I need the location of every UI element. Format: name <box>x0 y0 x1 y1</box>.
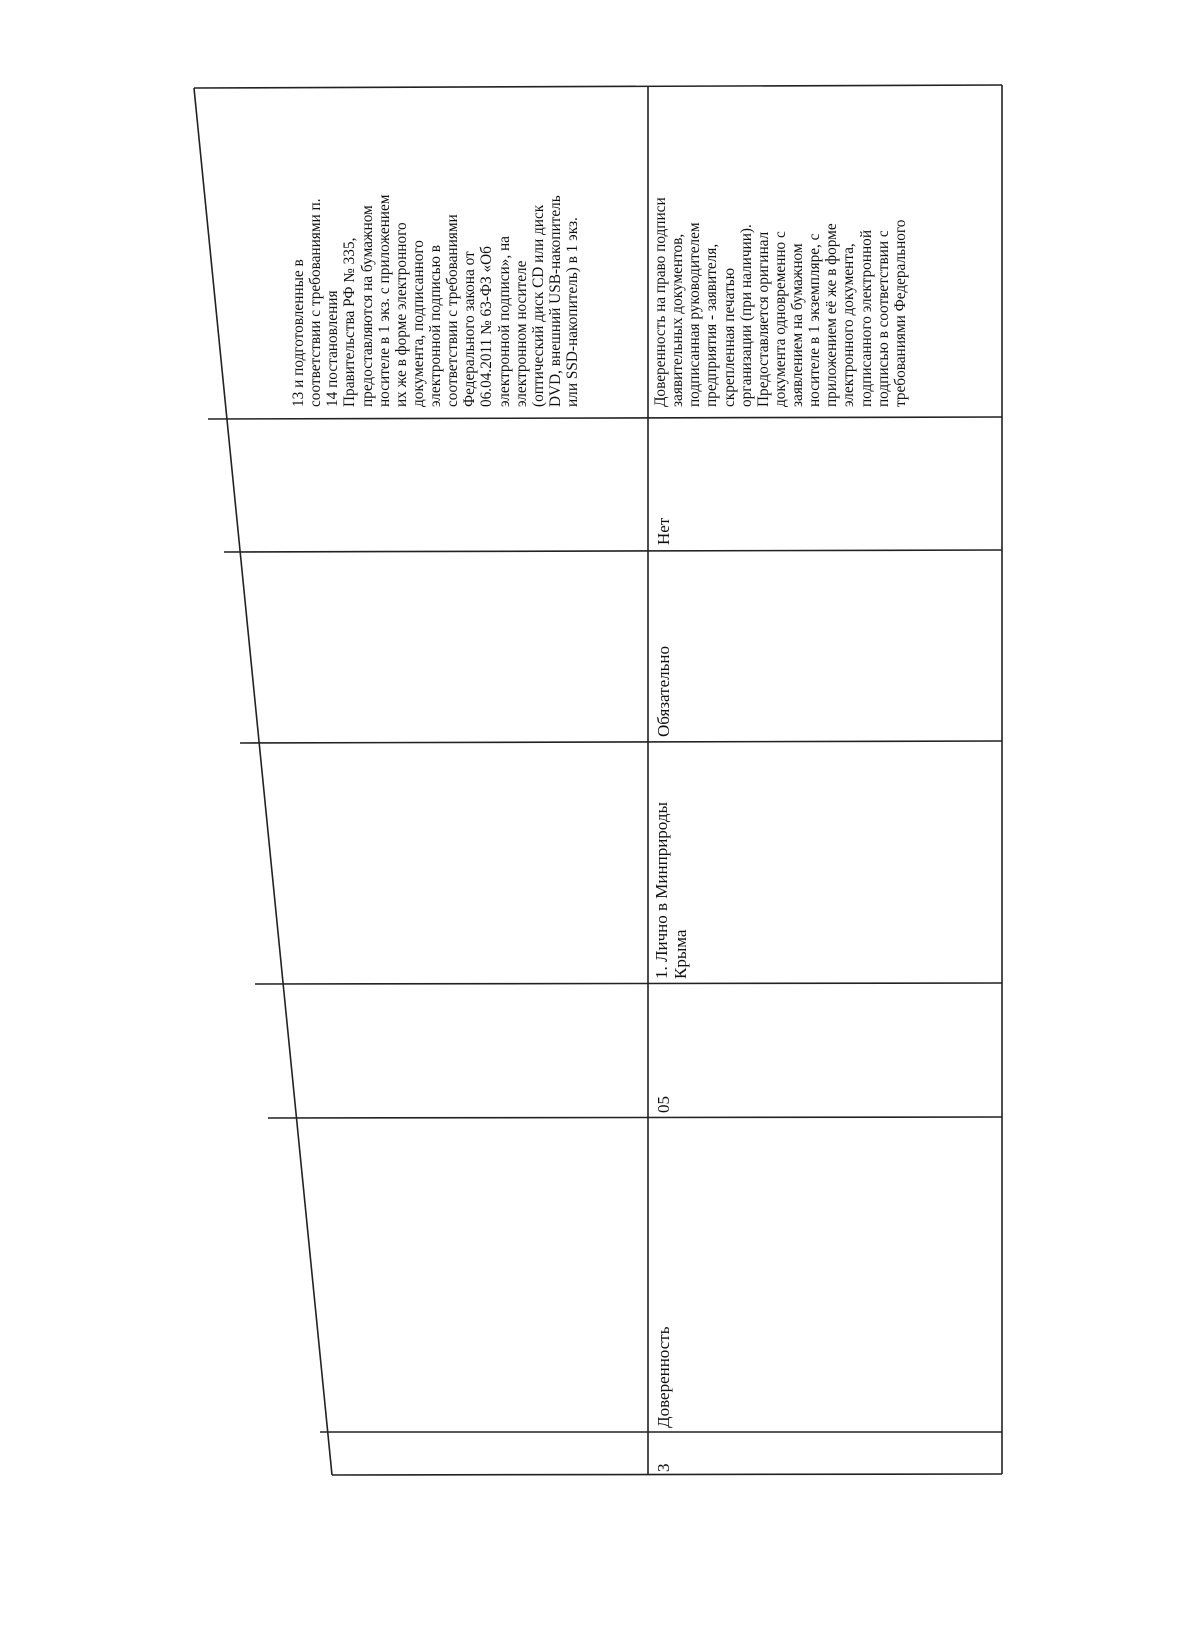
availability-status: Нет <box>654 517 673 545</box>
text-line: 14 постановления <box>324 290 342 407</box>
text-line: электронной подписи», на <box>495 236 513 407</box>
text-line: подписанная руководителем <box>686 222 704 407</box>
text-line: организации (при наличии). <box>737 224 755 407</box>
text-line: соответствии с требованиями <box>444 214 462 407</box>
text-line: документа, подписанного <box>409 240 427 407</box>
text-line: приложением её же в форме <box>823 223 841 407</box>
text-line: или SSD-накопитель) в 1 экз. <box>564 217 581 407</box>
rotated-table <box>288 145 998 1475</box>
document-name: Доверенность <box>654 1326 673 1428</box>
text-line: документа одновременно с <box>771 231 789 407</box>
upper-row-requirements-text <box>288 145 648 411</box>
row-number: 3 <box>654 1463 673 1472</box>
text-line: заявительных документов, <box>669 233 687 407</box>
text-line: предоставляются на бумажном <box>358 205 376 407</box>
text-line: Предоставляется оригинал <box>754 231 772 407</box>
text-line: Крыма <box>671 929 691 979</box>
text-line: скрепленная печатью <box>720 267 738 407</box>
text-line: Федерального закона от <box>461 251 479 407</box>
text-line: Доверенность на право подписи <box>652 197 669 407</box>
text-line: 13 и подготовленные в <box>290 259 307 407</box>
text-line: 06.04.2011 № 63-ФЗ «Об <box>478 246 496 407</box>
text-line: подписью в соответствии с <box>874 230 892 407</box>
submission-method <box>648 743 708 983</box>
text-line: DVD, внешний USB-накопитель <box>546 195 564 407</box>
requirement-status: Обязательно <box>654 646 673 737</box>
text-line: заявлением на бумажном <box>789 243 806 407</box>
text-line: их же в форме электронного <box>392 222 410 407</box>
text-line: носителе в 1 экз. с приложением <box>375 194 393 407</box>
text-line: подписанного электронной <box>857 229 875 407</box>
text-line: Правительства РФ № 335, <box>341 237 359 407</box>
document-description <box>648 145 998 411</box>
text-line: требованиями Федерального <box>891 219 909 407</box>
text-line: 1. Лично в Минприроды <box>652 802 671 979</box>
text-line: электронном носителе <box>512 260 530 407</box>
text-line: предприятия - заявителя, <box>703 243 721 407</box>
text-line: носителе в 1 экземпляре, с <box>806 233 824 407</box>
text-line: электронного документа, <box>840 243 858 407</box>
text-line: (оптический диск CD или диск <box>529 204 547 407</box>
document-code: 05 <box>654 1096 673 1113</box>
text-line: электронной подписью в <box>427 245 444 407</box>
text-line: соответствии с требованиями п. <box>307 198 325 407</box>
